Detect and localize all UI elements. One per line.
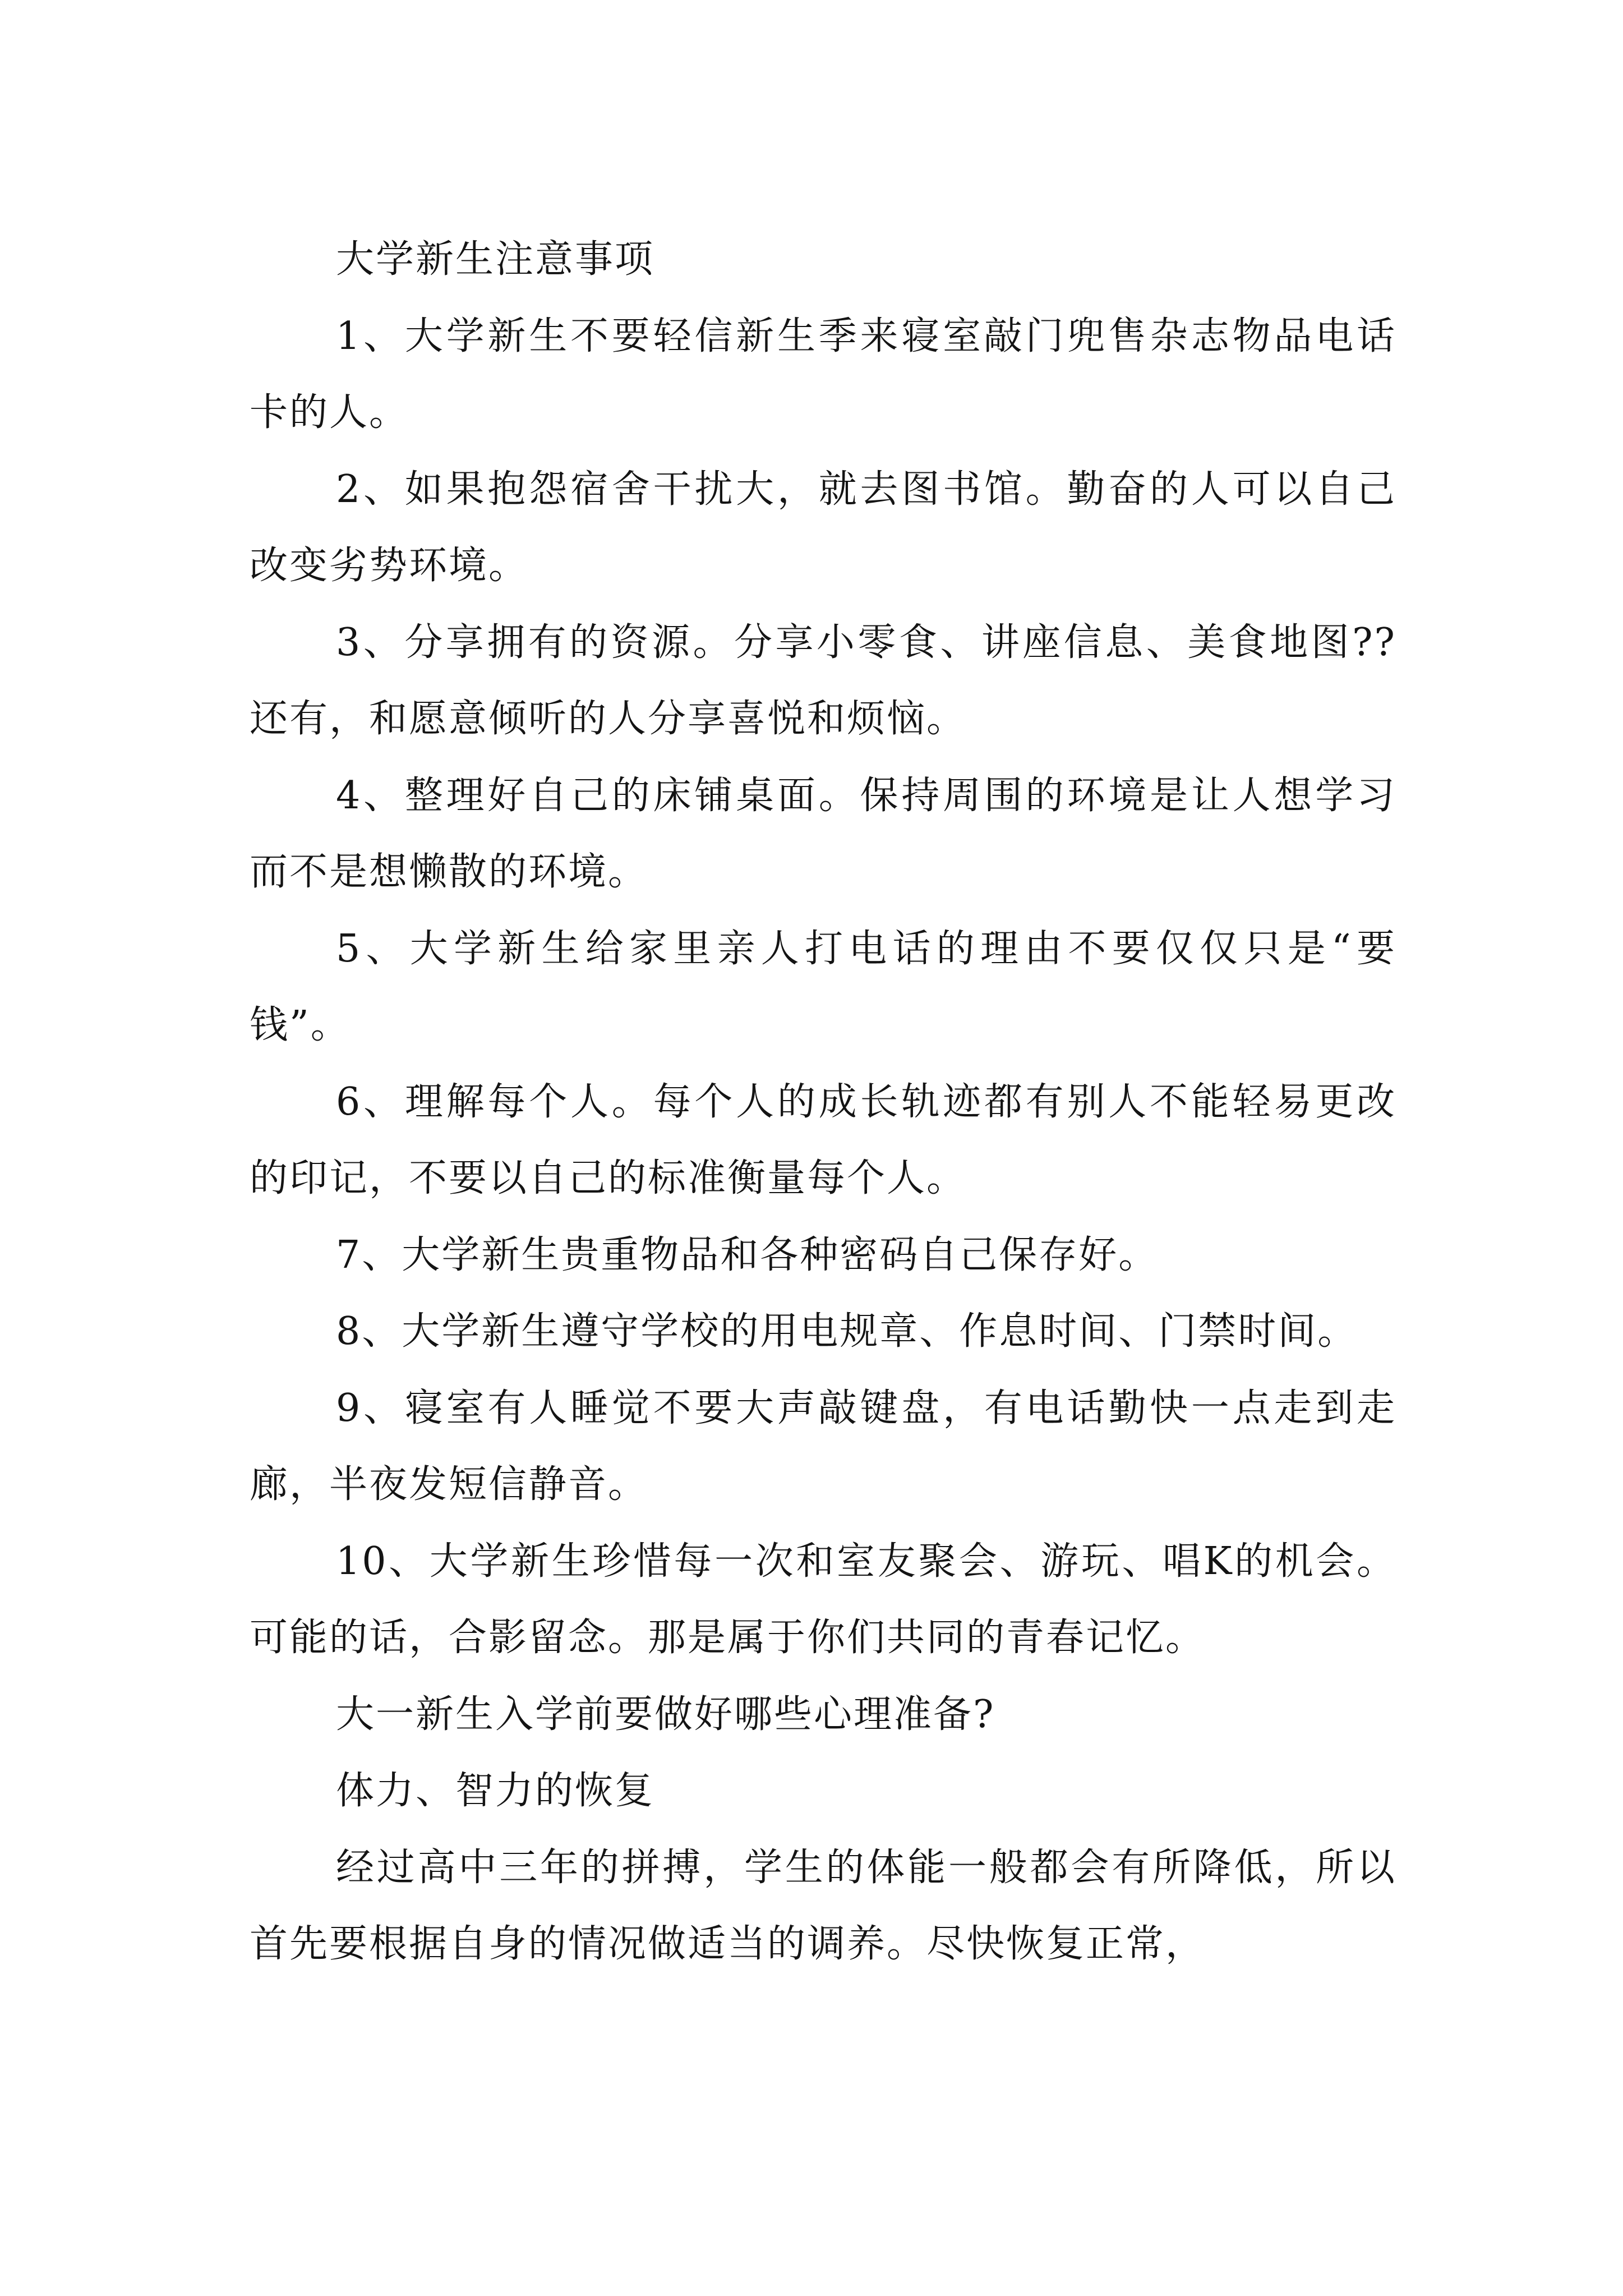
paragraph-5: 5、大学新生给家里亲人打电话的理由不要仅仅只是“要钱”。 xyxy=(250,926,1396,1047)
paragraph-2: 2、如果抱怨宿舍干扰大，就去图书馆。勤奋的人可以自己改变劣势环境。 xyxy=(250,467,1396,588)
document-body xyxy=(250,222,1396,1983)
paragraph-4: 4、整理好自己的床铺桌面。保持周围的环境是让人想学习而不是想懒散的环境。 xyxy=(250,773,1396,894)
paragraph-1: 1、大学新生不要轻信新生季来寝室敲门兜售杂志物品电话卡的人。 xyxy=(250,314,1396,435)
paragraph-7: 7、大学新生贵重物品和各种密码自己保存好。 xyxy=(336,1232,1159,1277)
paragraph-9: 9、寝室有人睡觉不要大声敲键盘，有电话勤快一点走到走廊，半夜发短信静音。 xyxy=(250,1386,1396,1507)
paragraph-8: 8、大学新生遵守学校的用电规章、作息时间、门禁时间。 xyxy=(336,1309,1358,1354)
document-title: 大学新生注意事项 xyxy=(336,237,655,282)
paragraph-6: 6、理解每个人。每个人的成长轨迹都有别人不能轻易更改的印记，不要以自己的标准衡量每个人。 xyxy=(250,1079,1396,1200)
section-question-heading: 大一新生入学前要做好哪些心理准备? xyxy=(336,1692,995,1737)
paragraph-10: 10、大学新生珍惜每一次和室友聚会、游玩、唱K的机会。可能的话，合影留念。那是属于你们共同的青春记忆。 xyxy=(250,1539,1396,1660)
section-subheading: 体力、智力的恢复 xyxy=(336,1769,655,1813)
paragraph-3: 3、分享拥有的资源。分享小零食、讲座信息、美食地图??还有，和愿意倾听的人分享喜悦和烦恼。 xyxy=(250,620,1396,741)
body-paragraph: 经过高中三年的拼搏，学生的体能一般都会有所降低，所以首先要根据自身的情况做适当的调养。尽快恢复正常， xyxy=(250,1845,1396,1966)
